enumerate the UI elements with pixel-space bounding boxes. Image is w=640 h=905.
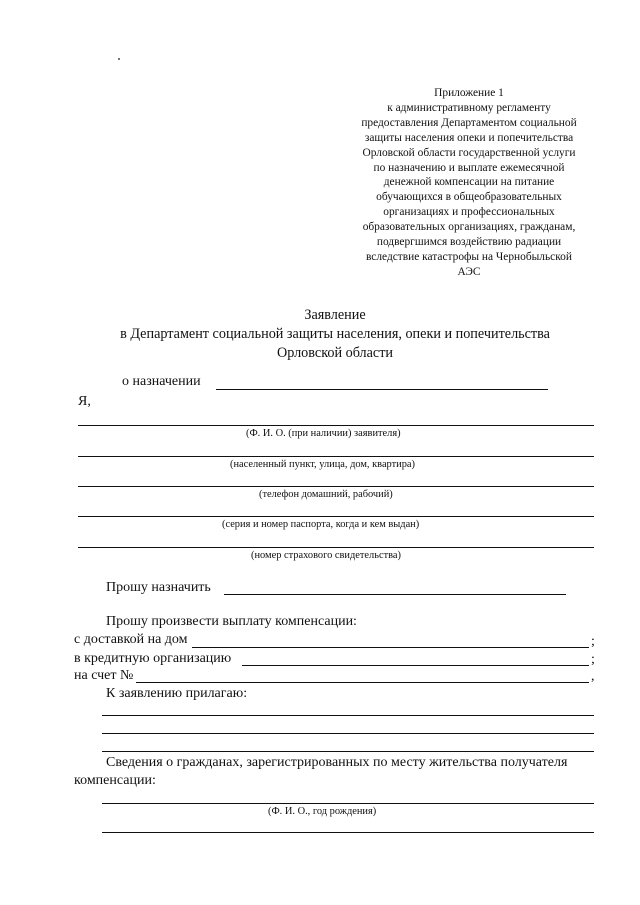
insurance-caption: (номер страхового свидетельства) — [251, 550, 401, 561]
passport-caption: (серия и номер паспорта, когда и кем выдан) — [222, 519, 420, 530]
scan-speck — [118, 58, 120, 60]
appendix-line: предоставления Департаментом социальной — [361, 116, 577, 129]
home-delivery-field[interactable] — [192, 647, 589, 648]
i-label: Я, — [78, 394, 91, 409]
request-assign-field[interactable] — [224, 594, 566, 595]
passport-field[interactable] — [78, 516, 594, 517]
account-label: на счет № — [74, 668, 134, 683]
document-title — [60, 306, 610, 363]
appendix-block — [335, 86, 603, 280]
title-line: в Департамент социальной защиты населения, опеки и попечительства — [120, 326, 550, 342]
credit-org-label: в кредитную организацию — [74, 651, 232, 666]
appendix-line: образовательных организациях, гражданам, — [362, 221, 576, 234]
comma: , — [591, 669, 595, 684]
phone-field[interactable] — [78, 486, 594, 487]
semicolon: ; — [591, 634, 595, 649]
appendix-line: к административному регламенту — [387, 101, 551, 114]
appendix-line: подвергшимся воздействию радиации — [376, 236, 562, 249]
appendix-line: по назначению и выплате ежемесячной — [373, 161, 565, 174]
appendix-line: организациях и профессиональных — [383, 206, 555, 219]
residents-caption: (Ф. И. О., год рождения) — [268, 806, 377, 817]
residents-label: Сведения о гражданах, зарегистрированных по месту жительства получателя — [106, 755, 568, 770]
attach-line[interactable] — [102, 715, 594, 716]
address-field[interactable] — [78, 456, 594, 457]
title-line: Орловской области — [276, 345, 394, 361]
request-payment-label: Прошу произвести выплату компенсации: — [106, 614, 357, 629]
appendix-line: обучающихся в общеобразовательных — [376, 191, 562, 204]
fio-caption: (Ф. И. О. (при наличии) заявителя) — [246, 428, 401, 439]
account-field[interactable] — [136, 682, 589, 683]
residents-field[interactable] — [102, 832, 594, 833]
appendix-line: вследствие катастрофы на Чернобыльской — [366, 250, 572, 263]
appointment-field[interactable] — [216, 389, 548, 390]
fio-field[interactable] — [78, 425, 594, 426]
credit-org-field[interactable] — [242, 665, 589, 666]
appendix-line: АЭС — [457, 265, 481, 278]
insurance-field[interactable] — [78, 547, 594, 548]
appendix-line: Приложение 1 — [434, 87, 504, 99]
address-caption: (населенный пункт, улица, дом, квартира) — [230, 459, 415, 470]
appendix-line: защиты населения опеки и попечительства — [364, 131, 574, 144]
attach-line[interactable] — [102, 733, 594, 734]
appendix-line: денежной компенсации на питание — [383, 176, 555, 189]
request-assign-label: Прошу назначить — [106, 580, 211, 595]
appointment-label: о назначении — [122, 374, 201, 389]
phone-caption: (телефон домашний, рабочий) — [259, 489, 393, 500]
residents-field[interactable] — [102, 803, 594, 804]
title-line: Заявление — [304, 307, 366, 323]
attach-line[interactable] — [102, 751, 594, 752]
residents-label-cont: компенсации: — [74, 773, 156, 788]
attach-label: К заявлению прилагаю: — [106, 686, 248, 701]
appendix-line: Орловской области государственной услуги — [362, 146, 576, 159]
semicolon: ; — [591, 652, 595, 667]
home-delivery-label: с доставкой на дом — [74, 632, 188, 647]
